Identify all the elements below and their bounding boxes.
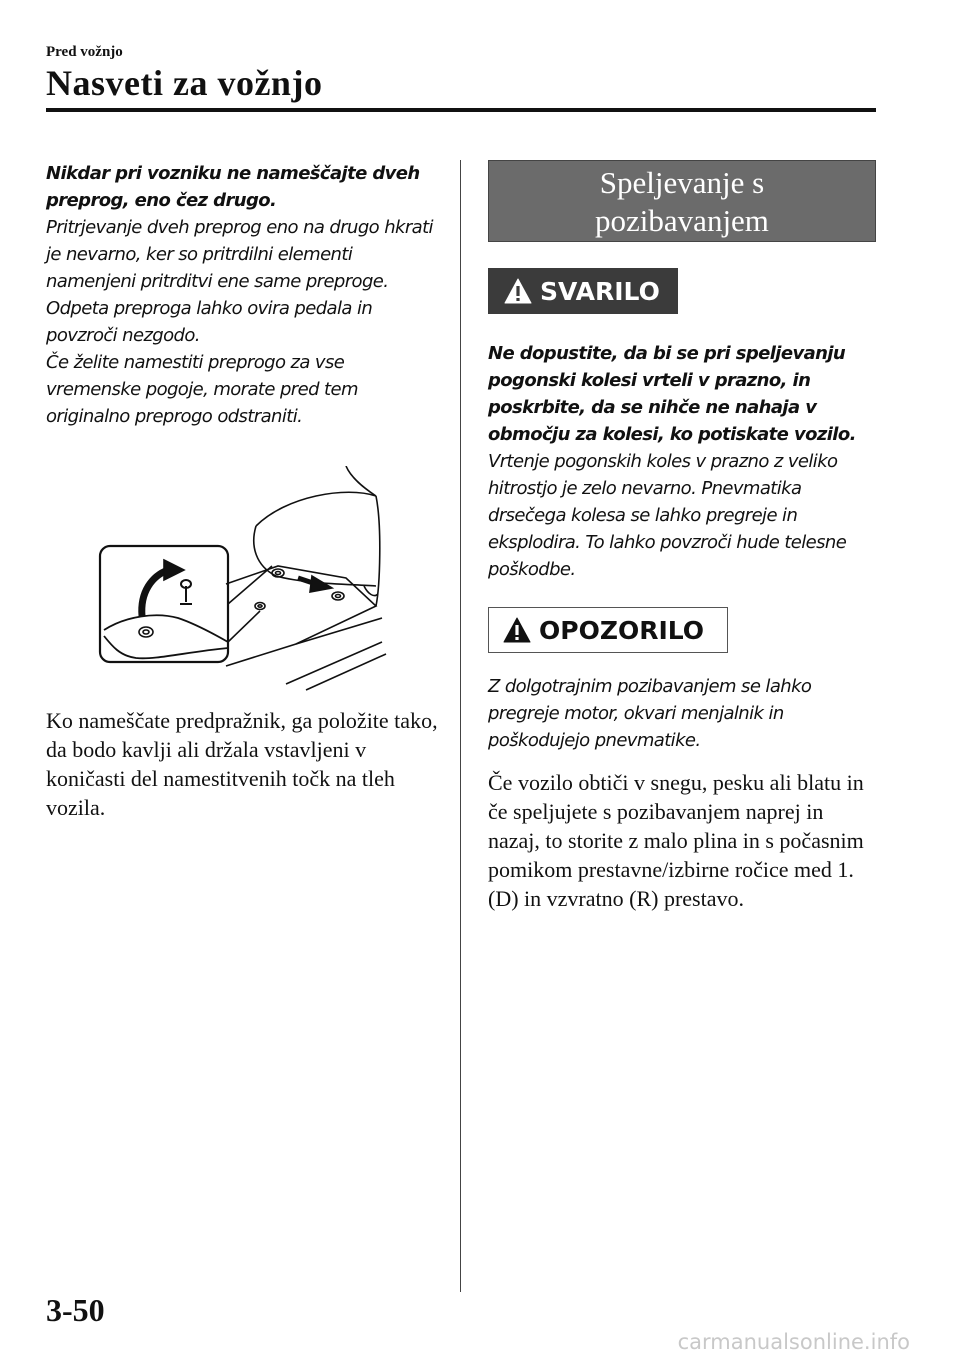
floor-mat-warning-body: Pritrjevanje dveh preprog eno na drugo hkrati je nevarno, ker so pritrdilni elementi namenjeni pritrditvi ene same preproge. Odpeta preproga lahko ovira pedala in povzroči nezgodo.: [46, 217, 433, 346]
caution-badge: [488, 607, 728, 653]
page-title: Nasveti za vožnjo: [46, 63, 323, 103]
floor-mat-installation-illustration: [46, 466, 442, 696]
rocking-paragraph: Če vozilo obtiči v snegu, pesku ali blatu in če speljujete s pozibavanjem naprej in nazaj, to storite z malo plina in s počasnim pomikom prestavne/izbirne ročice med 1. (D) in vzvratno (R) prestavo.: [488, 770, 864, 911]
left-column: [46, 160, 442, 822]
floor-mat-warning-title: Nikdar pri vozniku ne nameščajte dveh preprog, eno čez drugo.: [46, 163, 420, 211]
floor-mat-warning-body-2: Če želite namestiti preprogo za vse vremenske pogoje, morate pred tem originalno preprogo odstraniti.: [46, 352, 358, 427]
danger-label: SVARILO: [540, 276, 660, 306]
section-title-line-1: Speljevanje s: [599, 165, 765, 200]
danger-badge: [488, 268, 678, 314]
warning-triangle-icon: [503, 617, 531, 643]
warning-triangle-icon: [504, 278, 532, 304]
header-section-label: Pred vožnjo: [46, 44, 123, 60]
caution-label: OPOZORILO: [539, 615, 705, 645]
section-banner: [488, 160, 876, 242]
page-number: 3-50: [46, 1292, 105, 1328]
header-rule: [46, 108, 876, 112]
right-column: [488, 160, 880, 913]
danger-body: Vrtenje pogonskih koles v prazno z veliko hitrostjo je zelo nevarno. Pnevmatika drsečega kolesa se lahko pregreje in eksplodira. To lahko povzroči hude telesne poškodbe.: [488, 451, 847, 580]
watermark: carmanualsonline.info: [677, 1330, 910, 1354]
column-divider: [460, 160, 461, 1292]
floor-mat-paragraph: Ko nameščate predpražnik, ga položite tako, da bodo kavlji ali držala vstavljeni v koničasti del namestitvenih točk na tleh vozila.: [46, 708, 438, 820]
section-title-line-2: pozibavanjem: [595, 203, 769, 238]
caution-body: Z dolgotrajnim pozibavanjem se lahko pregreje motor, okvari menjalnik in poškodujejo pnevmatike.: [488, 676, 812, 751]
danger-title: Ne dopustite, da bi se pri speljevanju pogonski kolesi vrteli v prazno, in poskrbite, da se nihče ne nahaja v območju za kolesi, ko potiskate vozilo.: [488, 343, 856, 445]
